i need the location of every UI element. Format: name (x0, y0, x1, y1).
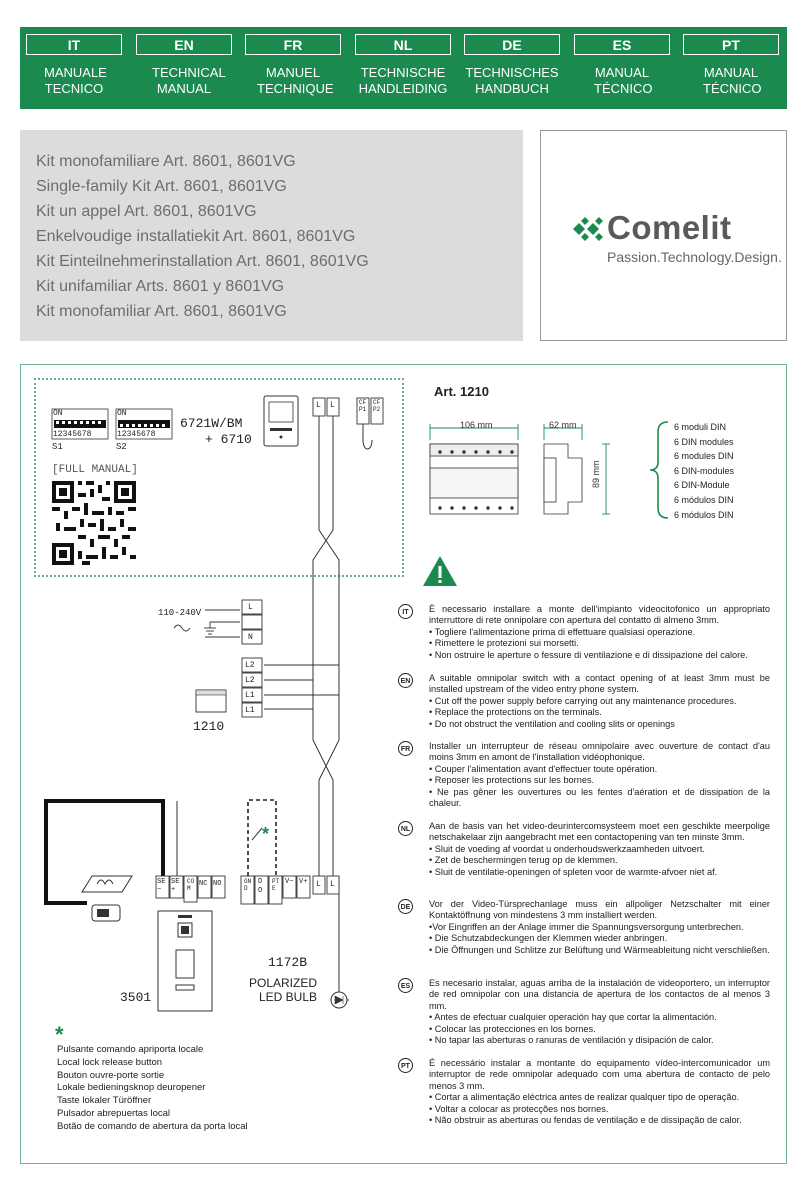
title-nl: Enkelvoudige installatiekit Art. 8601, 8601VG (36, 228, 356, 245)
width-dimension: 106 mm (460, 420, 493, 430)
terminal-label: L1 (245, 706, 255, 715)
terminal-label: SE+ (171, 878, 180, 894)
brand-name: Comelit (607, 209, 732, 246)
title-es: Kit unifamiliar Arts. 8601 y 8601VG (36, 278, 285, 295)
terminal-label: COM (187, 878, 195, 892)
local-button-star: * (262, 824, 270, 844)
module-side-drawing (544, 444, 582, 514)
module-front-drawing (430, 444, 518, 514)
lang-en[interactable]: EN TECHNICAL MANUAL (130, 27, 238, 109)
warning-it: IT È necessario installare a monte dell'impianto videocitofonico un appropriato interruttore di rete onnipolare con apertura del contatto di almeno 3mm. • Togliere l'alimentazione prima di effettuare qualsiasi operazione. • Rimettere le protezioni sui morsetti. • Non ostruire le aperture o fessure di ventilazione e di dissipazione del calore. (398, 604, 770, 661)
brand-tagline: Passion.Technology.Design. (607, 249, 782, 265)
led-bulb-icon (331, 992, 347, 1008)
bulb-label: POLARIZED LED BULB (248, 976, 317, 1004)
ac-symbol-icon (174, 625, 190, 631)
warning-icon (423, 556, 457, 586)
terminal-label: SE− (157, 878, 166, 894)
full-manual-label[interactable]: [FULL MANUAL] (52, 464, 138, 476)
lang-fr[interactable]: FR MANUEL TECHNIQUE (239, 27, 347, 109)
relay-label: 1172B (268, 955, 308, 970)
switch-on-label-1: ON (53, 409, 63, 418)
terminal-label: L2 (245, 676, 255, 685)
warning-pt: PT É necessário instalar a montante do equipamento vídeo-intercomunicador um interruptor de rede omnipolar adequado com uma abertura de contacto de pelo menos 3 mm. • Cortar a alimentação eléctrica antes de realizar qualquer tipo de operação. • Voltar a colocar as protecções nos bornes. • Não obstruir as aberturas ou fendas de ventilação e de dissipação de calor. (398, 1058, 770, 1126)
mains-voltage: 110-240V (158, 608, 202, 618)
height-dimension: 89 mm (591, 460, 601, 488)
switch-s1-label: S1 (52, 442, 63, 452)
switch-digits-2: 12345678 (117, 430, 156, 439)
power-supply-label: 1210 (193, 719, 225, 734)
legend-star-icon: * (55, 1022, 64, 1047)
terminal-label: L (316, 401, 321, 410)
warning-en: EN A suitable omnipolar switch with a contact opening of at least 3mm must be installed upstream of the video entry phone system. • Cut off the power supply before carrying out any maintenance procedures. • Replace the protections on the terminals. • Do not obstruct the ventilation and cooling slits or openings (398, 673, 770, 730)
terminal-label: DO (258, 878, 263, 895)
title-it: Kit monofamiliare Art. 8601, 8601VG (36, 153, 296, 170)
terminal-label: CFP2 (373, 399, 381, 413)
legend-list: Pulsante comando apriporta locale Local lock release button Bouton ouvre-porte sortie Lokale bedieningsknop deuropener Taste lokaler Türöffner Pulsador abrepuertas local Botão de comando de abertura da porta local (57, 1044, 248, 1132)
title-pt: Kit monofamiliar Art. 8601, 8601VG (36, 303, 287, 320)
warning-de: DE Vor der Video-Türsprechanlage muss ein allpoliger Netzschalter mit einer Kontaktöffnung von mindestens 3 mm installiert werden. •Vor Eingriffen an der Anlage immer die Spannungsversorgung unterbrechen. • Die Schutzabdeckungen der Klemmen wieder anbringen. • Die Öffnungen und Schlitze zur Belüftung und Wärmeableitung nicht verschließen. (398, 899, 770, 956)
title-fr: Kit un appel Art. 8601, 8601VG (36, 203, 257, 220)
switch-s2-label: S2 (116, 442, 127, 452)
warning-nl: NL Aan de basis van het video-deurintercomsysteem moet een geschikte meerpolige netschakelaar zijn aangebracht met een contactopening van ten minste 3mm. • Sluit de voeding af voordat u onderhoudswerkzaamheden uitvoert. • Zet de beschermingen terug op de klemmen. • Sluit de ventilatie-openingen of spleten voor de warmte-afvoer niet af. (398, 821, 770, 878)
terminal-label: NO (213, 880, 222, 888)
entry-panel-icon (158, 911, 212, 1011)
lock-icon (82, 876, 132, 892)
power-supply-icon (196, 690, 226, 712)
din-module-list: 6 moduli DIN 6 DIN modules 6 modules DIN 6 DIN-modules 6 DIN-Module 6 módulos DIN 6 módulos DIN (674, 422, 735, 520)
terminal-label: L (330, 401, 335, 410)
panel-label: 3501 (120, 990, 152, 1005)
terminal-label: CFP1 (359, 399, 367, 413)
terminal-label: V− (285, 878, 294, 886)
lock-cylinder-icon (92, 905, 120, 921)
lang-de[interactable]: DE TECHNISCHES HANDBUCH (458, 27, 566, 109)
lang-nl[interactable]: NL TECHNISCHE HANDLEIDING (349, 27, 457, 109)
lang-pt[interactable]: PT MANUAL TÉCNICO (677, 27, 785, 109)
terminal-label: V+ (299, 878, 308, 886)
terminal-label: NC (199, 880, 208, 888)
terminal-label: L (248, 603, 253, 612)
warning-es: ES Es necesario instalar, aguas arriba de la instalación de videoportero, un interruptor de red omnipolar con una distancia de apertura de los contactos de al menos 3 mm. • Antes de efectuar cualquier operación hay que cortar la alimentación. • Colocar las protecciones en los bornes. • No tapar las aberturas o ranuras de ventilación y disipación de calor. (398, 978, 770, 1046)
terminal-label: PTE (272, 878, 280, 892)
qr-code-icon (52, 481, 136, 565)
lang-it[interactable]: IT MANUALE TECNICO (20, 27, 128, 109)
title-de: Kit Einteilnehmerinstallation Art. 8601, 8601VG (36, 253, 369, 270)
warning-fr: FR Installer un interrupteur de réseau omnipolaire avec ouverture de contact d'au moins 3mm en amont de l'installation vidéophonique. • Couper l'alimentation avant d'effectuer toute opération. • Reposer les protections sur les bornes. • Ne pas gêner les ouvertures ou les fentes d'aération et de dissipation de la chaleur. (398, 741, 770, 809)
lang-es[interactable]: ES MANUAL TÉCNICO (568, 27, 676, 109)
title-en: Single-family Kit Art. 8601, 8601VG (36, 178, 287, 195)
terminal-label: L1 (245, 691, 255, 700)
brace-icon (650, 422, 668, 518)
switch-digits-1: 12345678 (53, 430, 92, 439)
monitor-model-2: + 6710 (205, 432, 252, 447)
monitor-model: 6721W/BM (180, 416, 243, 431)
monitor-icon (264, 396, 298, 446)
article-title: Art. 1210 (434, 384, 489, 399)
terminal-label: L (330, 880, 335, 889)
switch-on-label-2: ON (117, 409, 127, 418)
depth-dimension: 62 mm (549, 420, 577, 430)
ground-icon (204, 622, 216, 634)
terminal-label: N (248, 633, 253, 642)
terminal-label: L (316, 880, 321, 889)
terminal-label: L2 (245, 661, 255, 670)
terminal-label: GND (244, 878, 252, 892)
